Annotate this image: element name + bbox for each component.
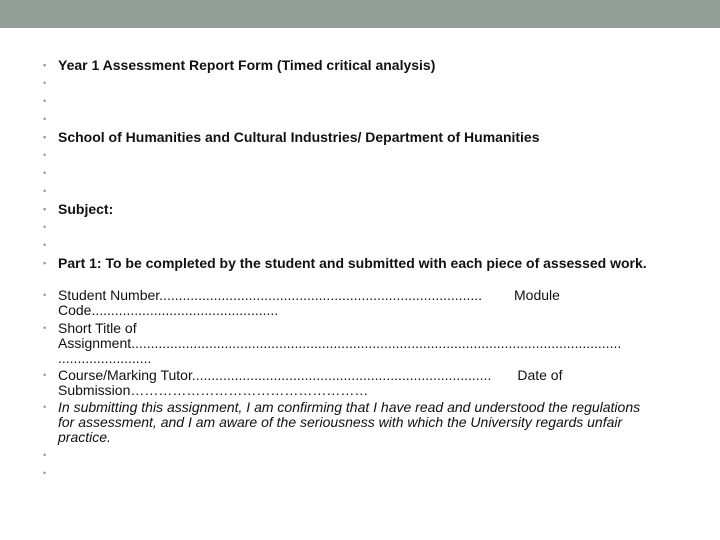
submission-date-field: Submission…………………………………………… [58, 382, 369, 398]
short-title-field-cont: ........................ [58, 350, 152, 366]
tutor-line [43, 367, 678, 398]
bullet-icon: • [43, 150, 47, 160]
bullet-icon: • [43, 290, 47, 300]
bullet-icon: • [43, 60, 47, 70]
module-label: Module [514, 287, 560, 303]
declaration-line [43, 399, 658, 445]
bullet-icon: • [43, 186, 47, 196]
bullet-icon: • [43, 168, 47, 178]
tutor-field: Course/Marking Tutor............................................................................. [58, 367, 492, 383]
bullet-icon: • [43, 323, 47, 333]
declaration-text: In submitting this assignment, I am confirming that I have read and understood the regulations for assessment, and I am aware of the seriousness with which the University regards unfair practice. [58, 399, 641, 445]
student-number-line [43, 287, 678, 318]
student-number-field: Student Number................................................................................... [58, 287, 483, 303]
bullet-icon: • [43, 96, 47, 106]
date-label: Date of [517, 367, 563, 383]
form-title-text: Year 1 Assessment Report Form (Timed critical analysis) [58, 57, 436, 73]
subject-label: Subject: [58, 201, 114, 217]
part1-text: Part 1: To be completed by the student and submitted with each piece of assessed work. [58, 255, 647, 271]
part1-instruction [43, 255, 658, 271]
bullet-icon: • [43, 240, 47, 250]
bullet-icon: • [43, 468, 47, 478]
subject-line [43, 201, 678, 217]
bullet-icon: • [43, 114, 47, 124]
bullet-icon: • [43, 258, 47, 268]
bullet-icon: • [43, 222, 47, 232]
module-code-field: Code................................................ [58, 302, 279, 318]
bullet-icon: • [43, 204, 47, 214]
bullet-icon: • [43, 450, 47, 460]
bullet-icon: • [43, 132, 47, 142]
short-title-field: Assignment.............................................................................................................................. [58, 335, 622, 351]
form-title [43, 57, 678, 73]
bullet-icon: • [43, 370, 47, 380]
bullet-icon: • [43, 402, 47, 412]
school-line [43, 129, 678, 145]
school-text: School of Humanities and Cultural Industries/ Department of Humanities [58, 129, 540, 145]
short-title-label: Short Title of [58, 320, 137, 336]
short-title-line [43, 320, 678, 366]
bullet-icon: • [43, 78, 47, 88]
